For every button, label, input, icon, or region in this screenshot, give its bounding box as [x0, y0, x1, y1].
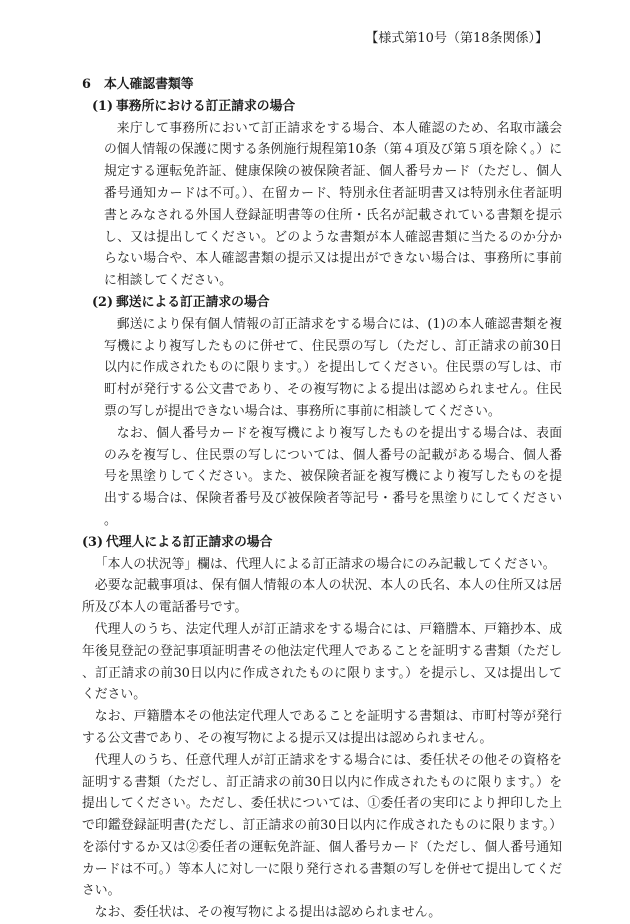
subsection-number-2: (2) — [92, 294, 114, 310]
subsection-heading-1 — [92, 96, 562, 118]
section-number: 6 — [82, 77, 91, 92]
paragraph: 必要な記載事項は、保有個人情報の本人の状況、本人の氏名、本人の住所又は居所及び本人の電話番号です。 — [82, 578, 562, 616]
paragraph: 来庁して事務所において訂正請求をする場合、本人確認のため、名取市議会の個人情報の保護に関する条例施行規程第10条（第４項及び第５項を除く。）に規定する運転免許証、健康保険の被保険者証、個人番号カード（ただし、個人番号通知カードは不可。）、在留カード、特別永住者証明書又は特別永住者証明書とみなされる外国人登録証明書等の住所・氏名が記載されている書類を提示し、又は提出してください。どのような書類が本人確認書類に当たるのか分からない場合や、本人確認書類の提示又は提出ができない場合は、事務所に事前に相談してください。 — [104, 120, 562, 289]
paragraph: なお、個人番号カードを複写機により複写したものを提出する場合は、表面のみを複写し、住民票の写しについては、個人番号の記載がある場合、個人番号を黒塗りしてください。また、被保険者証を複写機により複写したものを提出する場合は、保険者番号及び被保険者等記号・番号を黒塗りにしてください。 — [104, 425, 562, 528]
subsection-title-3: 代理人による訂正請求の場合 — [106, 534, 273, 550]
paragraph: 「本人の状況等」欄は、代理人による訂正請求の場合にのみ記載してください。 — [94, 556, 556, 572]
paragraph: 代理人のうち、任意代理人が訂正請求をする場合には、委任状その他その資格を証明する書類（ただし、訂正請求の前30日以内に作成されたものに限ります。）を提出してください。ただし、委任状については、①委任者の実印により押印した上で印鑑登録証明書(ただし、訂正請求の前30日以内に作成されたものに限ります。）を添付するか又は②委任者の運転免許証、個人番号カード（ただし、個人番号通知カードは不可。）等本人に対し一に限り発行される書類の写しを併せて提出してください。 — [82, 752, 562, 899]
subsection-heading-3 — [82, 532, 562, 554]
section-heading — [82, 74, 562, 96]
subsection-heading-2 — [92, 292, 562, 314]
paragraph: なお、戸籍謄本その他法定代理人であることを証明する書類は、市町村等が発行する公文書であり、その複写物による提示又は提出は認められません。 — [82, 709, 562, 746]
form-number: 【様式第10号（第18条関係）】 — [365, 31, 548, 46]
paragraph: 郵送により保有個人情報の訂正請求をする場合には、(1)の本人確認書類を複写機により複写したものに併せて、住民票の写し（ただし、訂正請求の前30日以内に作成されたものに限ります。）を提出してください。住民票の写しは、市町村が発行する公文書であり、その複写物による提出は認められません。住民票の写しが提出できない場合は、事務所に事前に相談してください。 — [104, 316, 562, 419]
document-body — [82, 74, 562, 924]
paragraph: なお、委任状は、その複写物による提出は認められません。 — [94, 905, 442, 921]
subsection-title-2: 郵送による訂正請求の場合 — [116, 294, 270, 310]
paragraph: 代理人のうち、法定代理人が訂正請求をする場合には、戸籍謄本、戸籍抄本、成年後見登記の登記事項証明書その他法定代理人であることを証明する書類（ただし、訂正請求の前30日以内に作成されたものに限ります。）を提示し、又は提出してください。 — [82, 621, 562, 703]
subsection-number-1: (1) — [92, 98, 114, 114]
subsection-number-3: (3) — [82, 534, 104, 550]
section-title: 本人確認書類等 — [104, 77, 194, 92]
subsection-title-1: 事務所における訂正請求の場合 — [116, 98, 296, 114]
